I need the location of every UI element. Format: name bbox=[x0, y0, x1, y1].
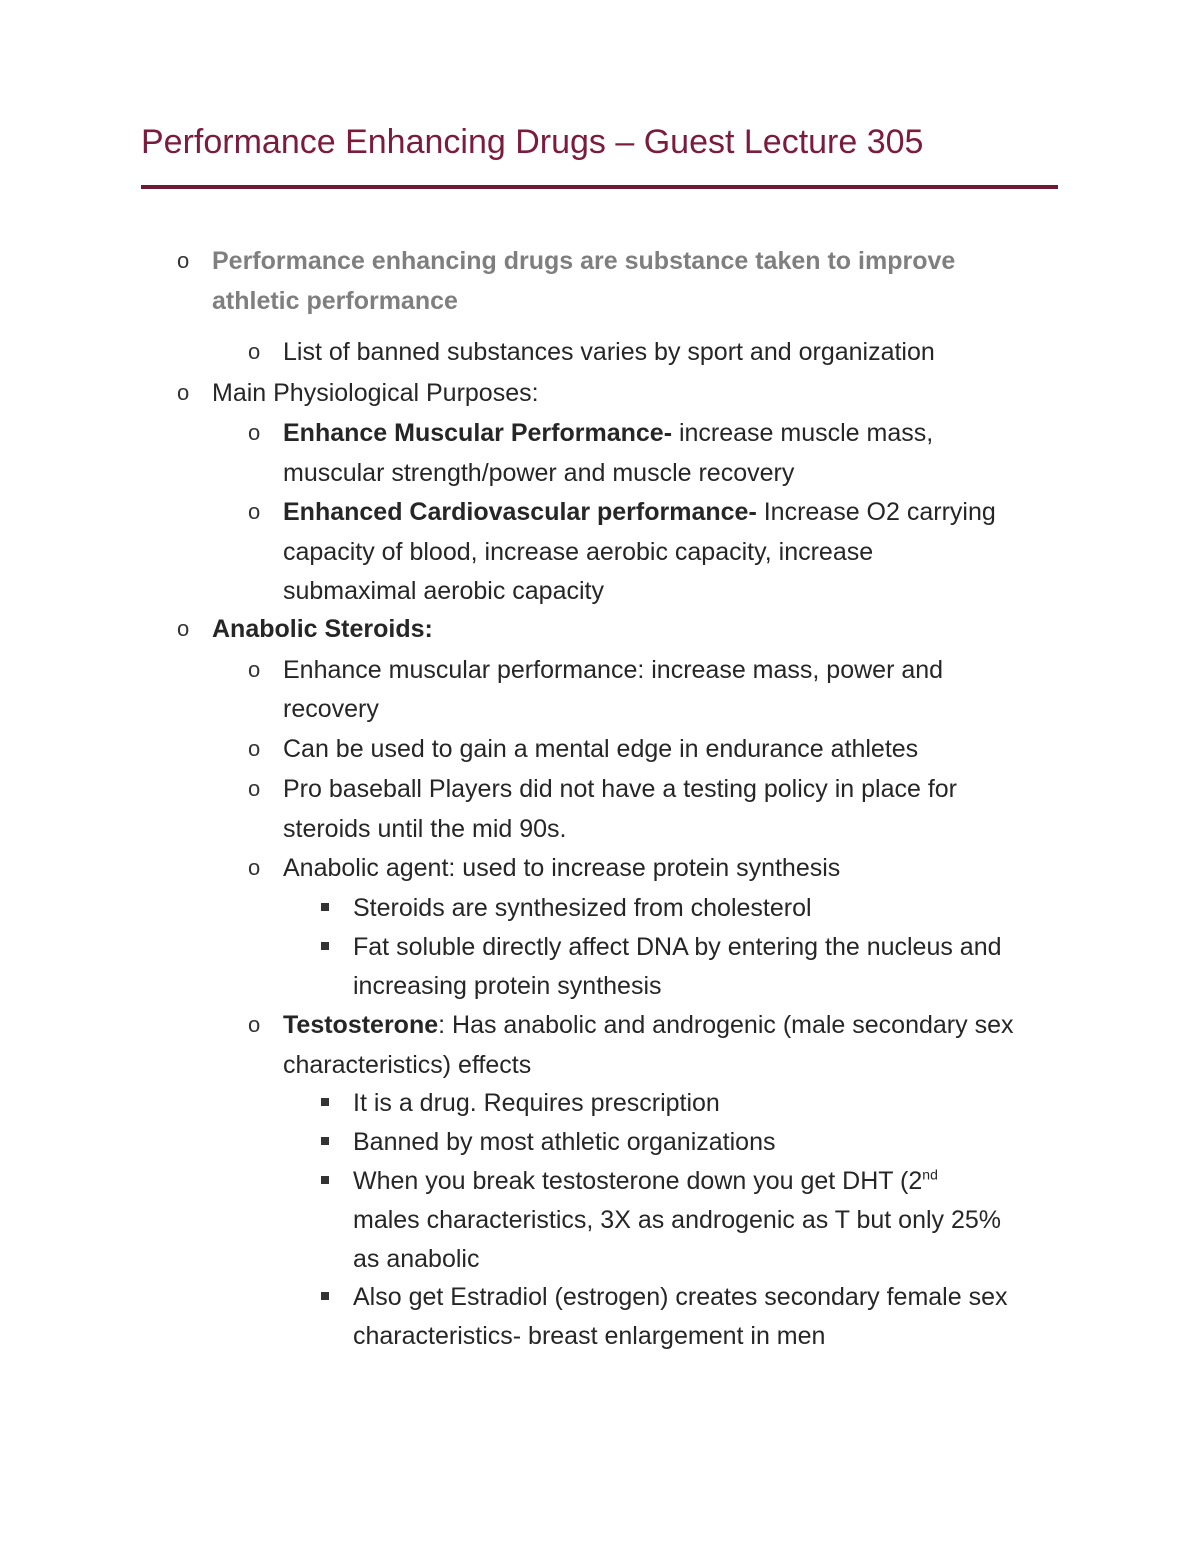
page-title: Performance Enhancing Drugs – Guest Lecture 305 bbox=[141, 123, 924, 161]
list-item-text: It is a drug. Requires prescription bbox=[353, 1089, 720, 1117]
list-item-text: increasing protein synthesis bbox=[353, 972, 662, 1000]
circle-bullet-icon: o bbox=[248, 339, 261, 364]
square-bullet-icon bbox=[321, 942, 329, 950]
square-bullet-icon bbox=[321, 1137, 329, 1145]
list-item-text: Pro baseball Players did not have a testing policy in place for bbox=[283, 775, 957, 803]
list-item-text: submaximal aerobic capacity bbox=[283, 577, 604, 605]
list-item-text: characteristics- breast enlargement in men bbox=[353, 1322, 826, 1350]
bold-term: Enhance Muscular Performance- bbox=[283, 419, 673, 447]
list-item-text: Enhanced Cardiovascular performance- Increase O2 carrying bbox=[283, 498, 996, 526]
circle-bullet-icon: o bbox=[248, 736, 261, 761]
list-item-text: recovery bbox=[283, 695, 379, 723]
circle-bullet-icon: o bbox=[177, 380, 190, 405]
list-item-text: Banned by most athletic organizations bbox=[353, 1128, 776, 1156]
square-bullet-icon bbox=[321, 1176, 329, 1184]
list-item-text: Main Physiological Purposes: bbox=[212, 379, 539, 407]
circle-bullet-icon: o bbox=[177, 616, 190, 641]
square-bullet-icon bbox=[321, 903, 329, 911]
square-bullet-icon bbox=[321, 1292, 329, 1300]
title-divider bbox=[141, 185, 1058, 189]
list-item-text: When you break testosterone down you get DHT (2nd bbox=[353, 1166, 938, 1195]
superscript: nd bbox=[922, 1166, 938, 1183]
circle-bullet-icon: o bbox=[248, 776, 261, 801]
list-item-text: Steroids are synthesized from cholesterol bbox=[353, 894, 812, 922]
list-item-text: Also get Estradiol (estrogen) creates secondary female sex bbox=[353, 1283, 1008, 1311]
bold-term: Enhanced Cardiovascular performance- bbox=[283, 498, 757, 526]
circle-bullet-icon: o bbox=[248, 420, 261, 445]
list-item-text: Performance enhancing drugs are substance taken to improve bbox=[212, 247, 956, 275]
circle-bullet-icon: o bbox=[248, 499, 261, 524]
list-item-text: characteristics) effects bbox=[283, 1051, 532, 1079]
circle-bullet-icon: o bbox=[248, 1012, 261, 1037]
circle-bullet-icon: o bbox=[177, 248, 190, 273]
list-item-text: Testosterone: Has anabolic and androgenic (male secondary sex bbox=[283, 1011, 1014, 1039]
list-item-text: Fat soluble directly affect DNA by entering the nucleus and bbox=[353, 933, 1002, 961]
list-item-text: males characteristics, 3X as androgenic as T but only 25% bbox=[353, 1206, 1002, 1234]
list-item-text: Anabolic Steroids: bbox=[212, 615, 433, 643]
list-item-text: capacity of blood, increase aerobic capacity, increase bbox=[283, 538, 874, 566]
circle-bullet-icon: o bbox=[248, 855, 261, 880]
list-item-text: Enhance muscular performance: increase mass, power and bbox=[283, 656, 944, 684]
list-item-text: as anabolic bbox=[353, 1245, 480, 1273]
list-item-text: Can be used to gain a mental edge in endurance athletes bbox=[283, 735, 919, 763]
circle-bullet-icon: o bbox=[248, 657, 261, 682]
list-item-text: athletic performance bbox=[212, 287, 458, 315]
list-item-text: Enhance Muscular Performance- increase muscle mass, bbox=[283, 419, 934, 447]
list-item-text: steroids until the mid 90s. bbox=[283, 815, 567, 843]
list-item-text: List of banned substances varies by sport and organization bbox=[283, 338, 935, 366]
list-item-text: Anabolic agent: used to increase protein synthesis bbox=[283, 854, 841, 882]
list-item-text: muscular strength/power and muscle recovery bbox=[283, 459, 795, 487]
square-bullet-icon bbox=[321, 1098, 329, 1106]
bold-term: Testosterone bbox=[283, 1011, 439, 1039]
